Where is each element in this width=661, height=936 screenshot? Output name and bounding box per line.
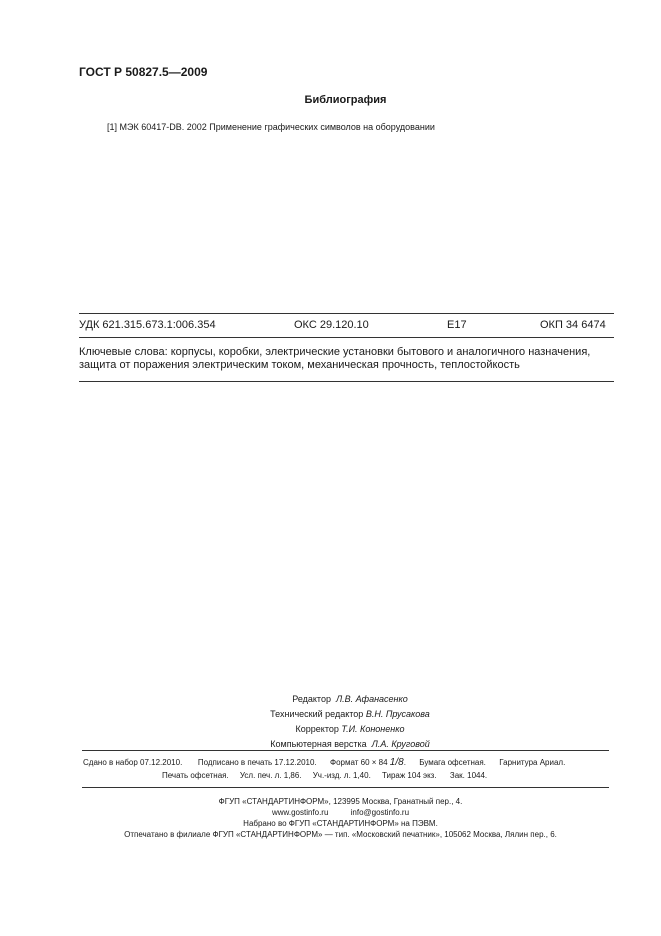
publisher-contacts bbox=[20, 807, 661, 818]
publisher-divider bbox=[82, 787, 609, 788]
bibliography-entry: [1] МЭК 60417-DB. 2002 Применение графических символов на оборудовании bbox=[107, 122, 435, 132]
publisher-typeset: Набрано во ФГУП «СТАНДАРТИНФОРМ» на ПЭВМ. bbox=[243, 819, 438, 828]
imprint-line-1: Сдано в набор 07.12.2010. Подписано в печать 17.12.2010. Формат 60 × 84 1/8. Бумага офсетная. Гарнитура Ариал. bbox=[83, 757, 566, 768]
keywords-divider bbox=[79, 381, 614, 382]
group-code: Е17 bbox=[447, 319, 467, 331]
keywords-line-1: Ключевые слова: корпусы, коробки, электрические установки бытового и аналогичного назначения, bbox=[79, 346, 591, 358]
credit-corrector: Корректор Т.И. Кононенко bbox=[295, 724, 405, 734]
udk-code: УДК 621.315.673.1:006.354 bbox=[79, 319, 216, 331]
oks-code: ОКС 29.120.10 bbox=[294, 319, 369, 331]
credits-block bbox=[230, 692, 470, 752]
bibliography-title: Библиография bbox=[304, 94, 387, 106]
credit-layout: Компьютерная верстка Л.А. Круговой bbox=[270, 739, 430, 749]
keywords-line-2: защита от поражения электрическим током, механическая прочность, теплостойкость bbox=[79, 359, 520, 371]
imprint-divider bbox=[82, 750, 609, 751]
credit-editor: Редактор Л.В. Афанасенко bbox=[292, 694, 408, 704]
publisher-email[interactable]: info@gostinfo.ru bbox=[350, 808, 410, 817]
publisher-block bbox=[0, 796, 661, 840]
top-divider bbox=[79, 313, 614, 314]
classification-divider bbox=[79, 337, 614, 338]
credit-tech-editor: Технический редактор В.Н. Прусакова bbox=[270, 709, 430, 719]
publisher-printer: Отпечатано в филиале ФГУП «СТАНДАРТИНФОРМ» — тип. «Московский печатник», 105062 Москва, Лялин пер., 6. bbox=[124, 830, 557, 839]
publisher-address: ФГУП «СТАНДАРТИНФОРМ», 123995 Москва, Гранатный пер., 4. bbox=[218, 797, 463, 806]
okp-code: ОКП 34 6474 bbox=[540, 319, 606, 331]
standard-code: ГОСТ Р 50827.5—2009 bbox=[79, 65, 208, 79]
imprint-line-2: Печать офсетная. Усл. печ. л. 1,86. Уч.-изд. л. 1,40. Тираж 104 экз. Зак. 1044. bbox=[162, 771, 488, 780]
publisher-website[interactable]: www.gostinfo.ru bbox=[271, 808, 329, 817]
